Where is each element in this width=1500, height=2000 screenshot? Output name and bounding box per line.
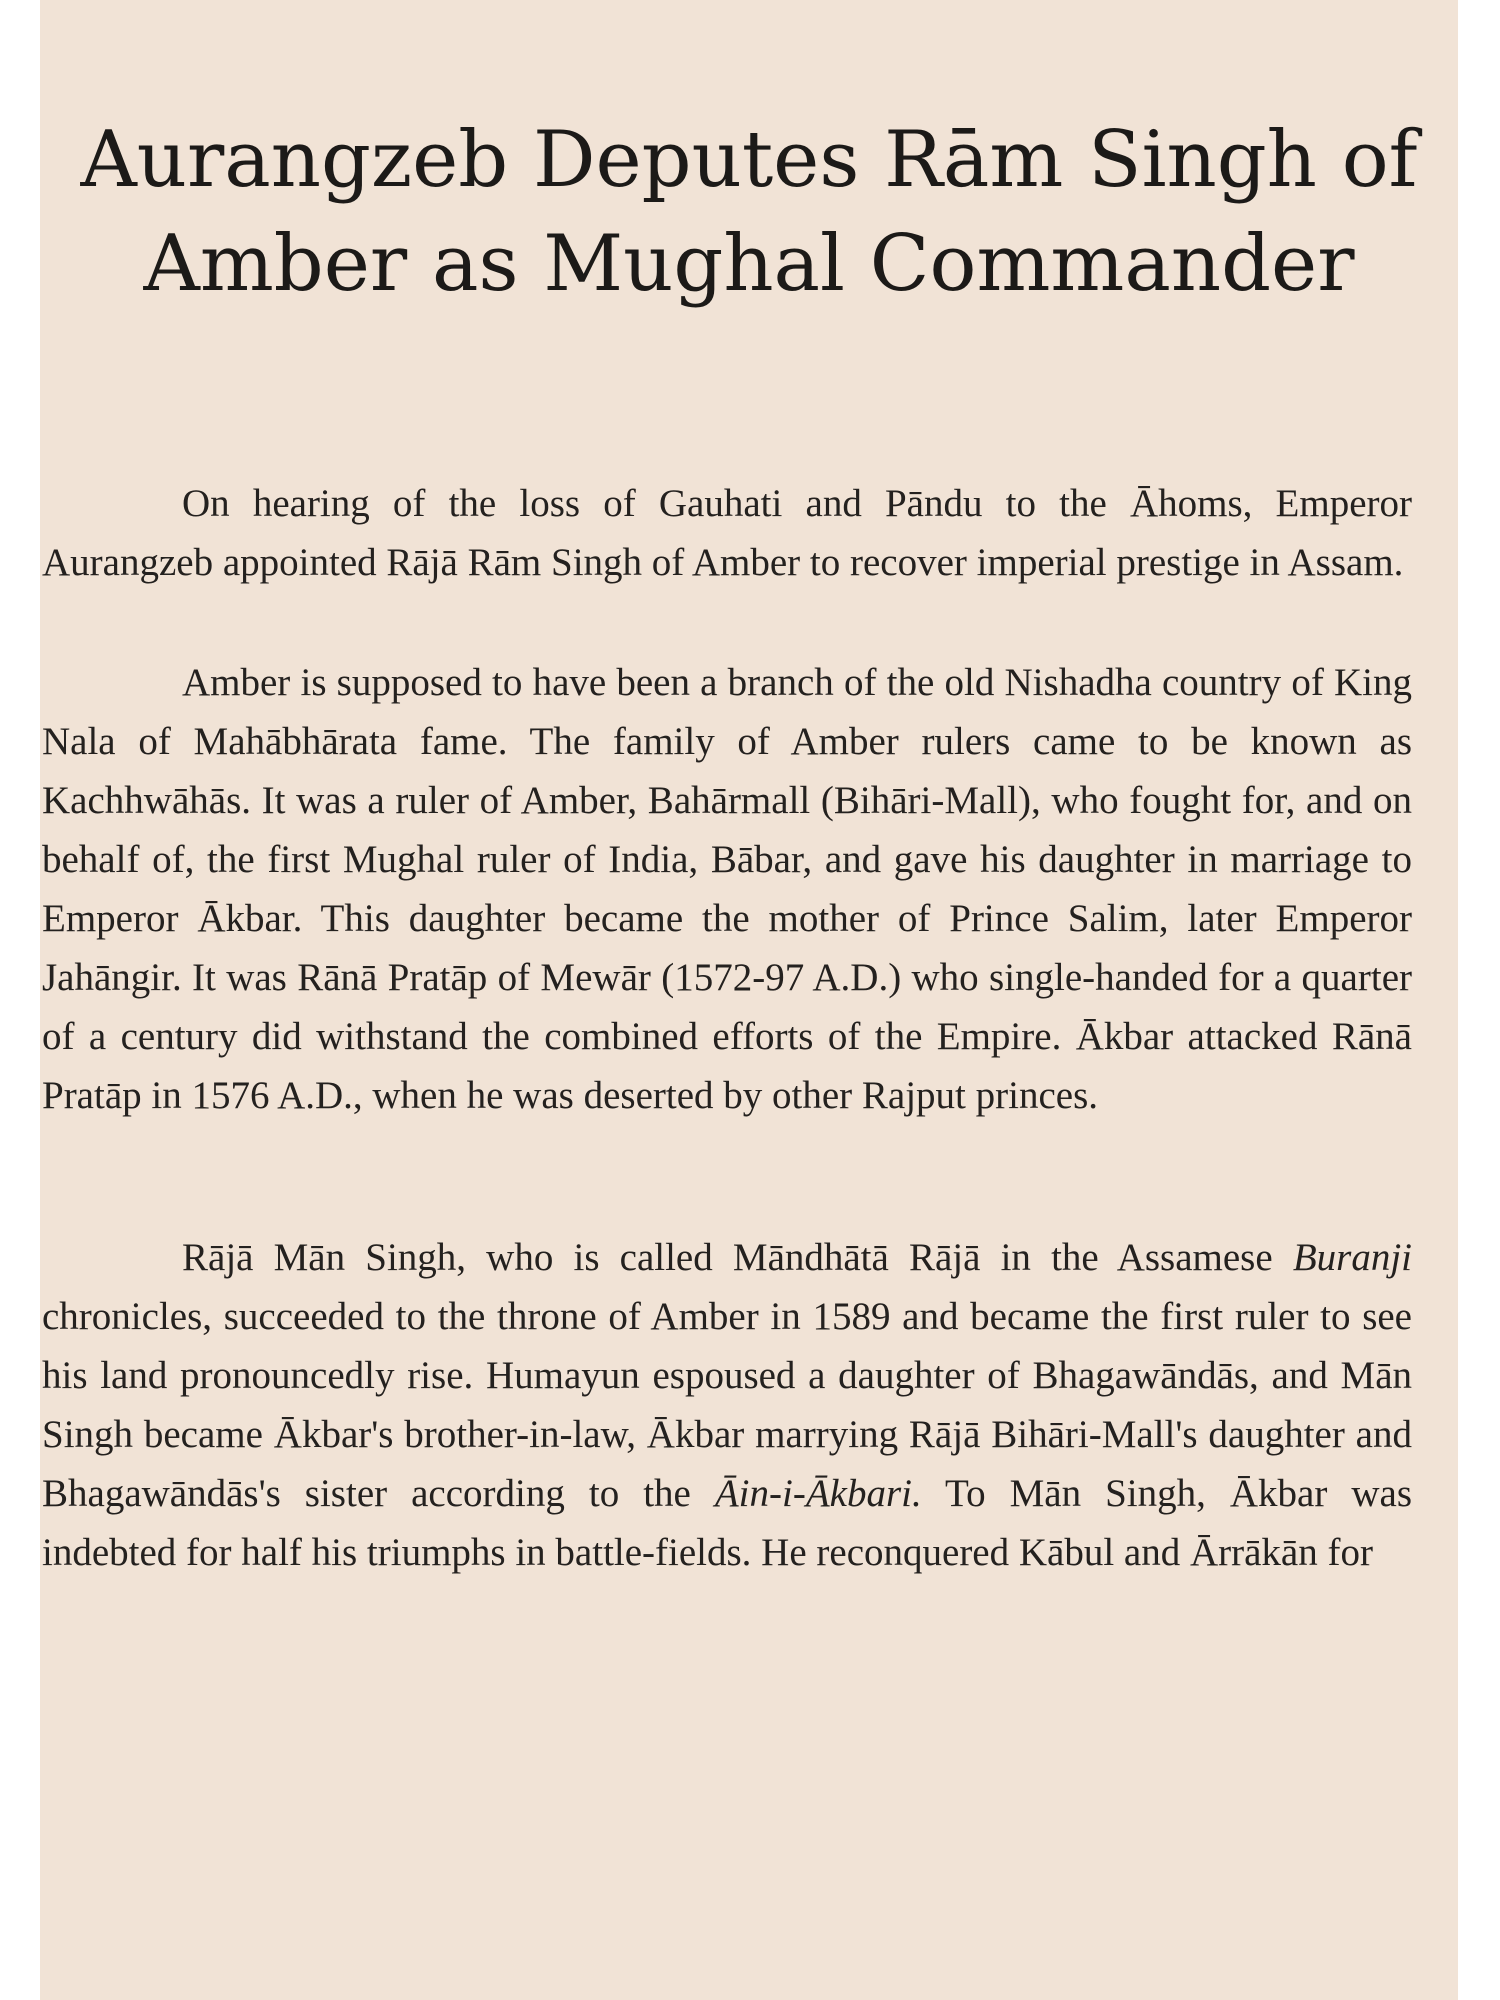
book-page [40, 0, 1458, 2000]
chapter-title [40, 108, 1458, 316]
paragraph-2: Amber is supposed to have been a branch of the old Nishadha country of King Nala of Mahābhārata fame. The family of Amber rulers came to be known as Kachhwāhās. It was a ruler of Amber, Bahārmall (Bihāri-Mall), who fought for, and on behalf of, the first Mughal ruler of India, Bābar, and gave his daughter in marriage to Emperor Ākbar. This daughter became the mother of Prince Salim, later Emperor Jahāngir. It was Rānā Pratāp of Mewār (1572-97 A.D.) who single-handed for a quarter of a century did withstand the combined efforts of the Empire. Ākbar attacked Rānā Pratāp in 1576 A.D., when he was deserted by other Rajput princes. [42, 661, 1412, 1117]
chapter-title-line-1: Aurangzeb Deputes Rām Singh of [80, 115, 1418, 205]
body-text [42, 474, 1412, 1582]
paragraph-3-text-c: To Mān Singh, Ākbar was indebted for half his triumphs in battle-fields. He reconquered Kābul and Ārrākān for [42, 1472, 1412, 1574]
buranji-italic: Buranji [1292, 1236, 1412, 1279]
paragraph-3-text-a: Rājā Mān Singh, who is called Māndhātā Rājā in the Assamese [182, 1236, 1293, 1279]
ain-i-akbari-italic: Āin-i-Ākbari. [714, 1472, 922, 1515]
paragraph-1: On hearing of the loss of Gauhati and Pāndu to the Āhoms, Emperor Aurangzeb appointed Rājā Rām Singh of Amber to recover imperial prestige in Assam. [42, 482, 1412, 584]
chapter-title-line-2: Amber as Mughal Commander [143, 219, 1355, 309]
paragraph-3-text-b: chronicles, succeeded to the throne of Amber in 1589 and became the first ruler to see his land pronouncedly rise. Humayun espoused a daughter of Bhagawāndās, and Mān Singh became Ākbar's brother-in-law, Ākbar marrying Rājā Bihāri-Mall's daughter and Bhagawāndās's sister according to the [42, 1295, 1412, 1515]
paragraph-3 [42, 1228, 1412, 1582]
